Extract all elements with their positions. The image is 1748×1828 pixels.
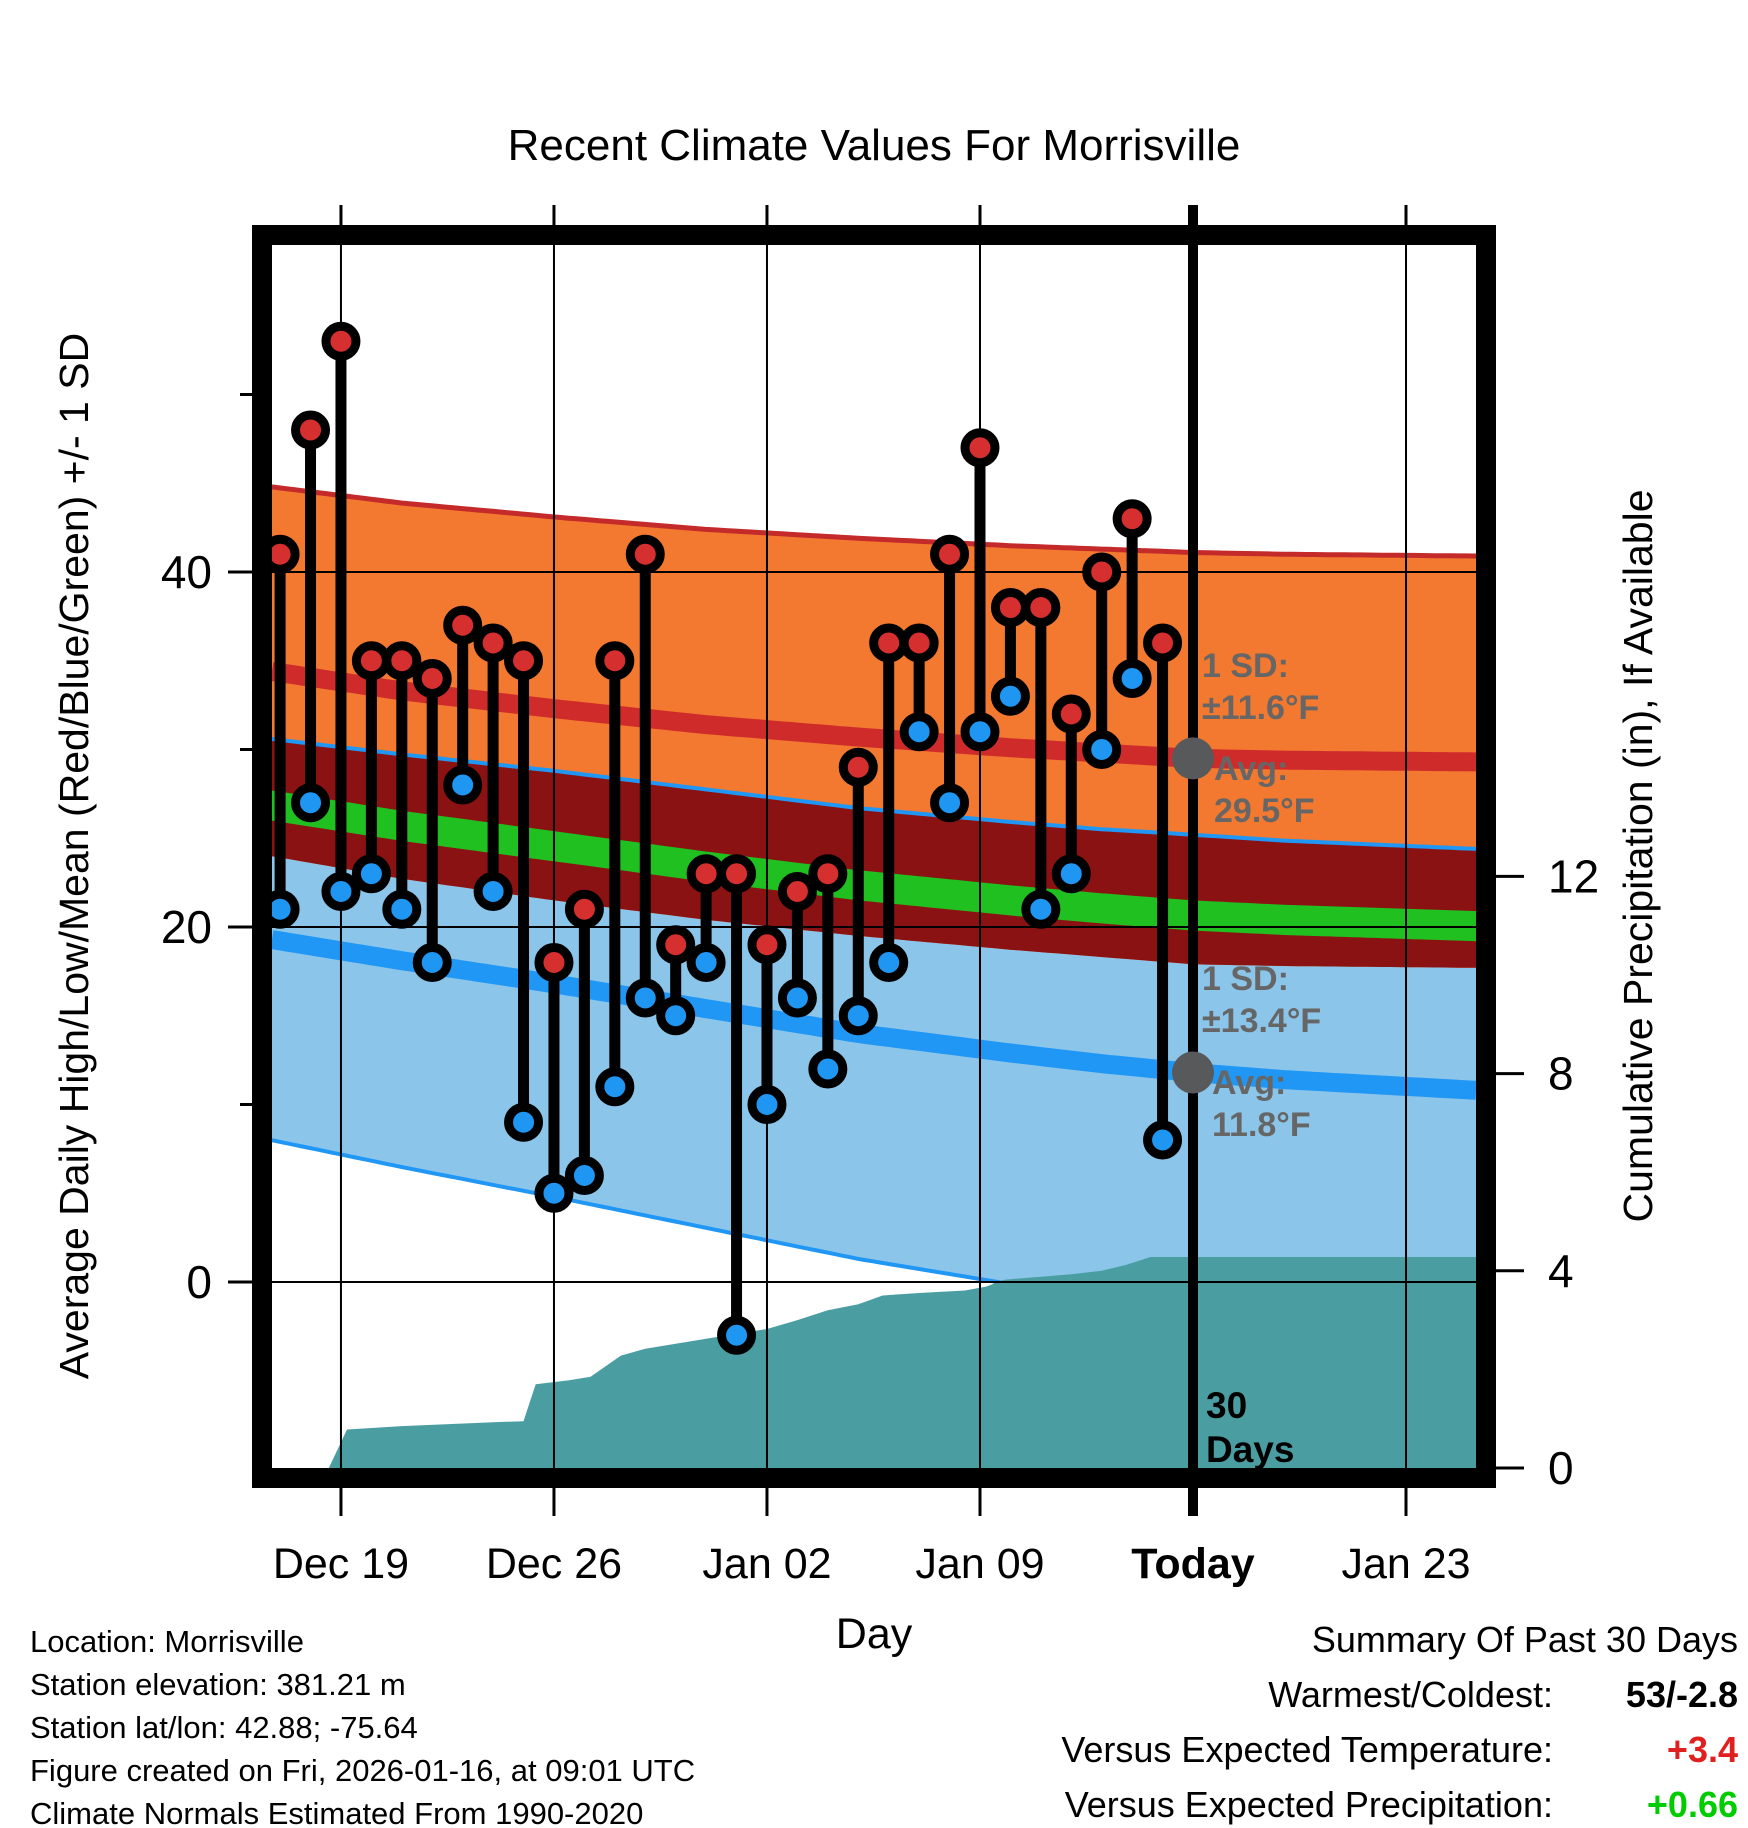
daily-high-marker [509, 646, 539, 676]
avg-high-annotation: Avg: [1214, 750, 1289, 788]
avg-high-annotation: 29.5°F [1214, 792, 1315, 830]
daily-low-marker [813, 1054, 843, 1084]
daily-low-marker [326, 877, 356, 907]
thirty-days-annotation: 30 [1206, 1385, 1248, 1426]
daily-high-marker [387, 646, 417, 676]
summary-value: +3.4 [1666, 1729, 1738, 1770]
daily-high-marker [539, 948, 569, 978]
daily-high-marker [691, 859, 721, 889]
x-tick-label: Jan 23 [1341, 1540, 1471, 1588]
climate-normals-note: Climate Normals Estimated From 1990-2020 [30, 1796, 644, 1828]
y-right-axis-label: Cumulative Precipitation (in), If Available [1615, 489, 1661, 1223]
daily-high-marker [782, 877, 812, 907]
figure-created: Figure created on Fri, 2026-01-16, at 09:01 UTC [30, 1753, 696, 1788]
y-left-tick-label: 0 [186, 1256, 212, 1308]
daily-low-marker [417, 948, 447, 978]
sd-high-annotation: 1 SD: [1202, 647, 1289, 685]
daily-high-marker [1087, 557, 1117, 587]
daily-high-marker [417, 664, 447, 694]
daily-high-marker [569, 894, 599, 924]
summary-past-30-days [1061, 1612, 1738, 1828]
daily-low-marker [904, 717, 934, 747]
station-elevation: Station elevation: 381.21 m [30, 1667, 406, 1702]
daily-high-marker [904, 628, 934, 658]
y-left-tick-label: 20 [160, 901, 212, 953]
daily-high-marker [965, 433, 995, 463]
daily-low-marker [1087, 735, 1117, 765]
summary-label: Warmest/Coldest: [1268, 1674, 1553, 1715]
daily-high-marker [630, 539, 660, 569]
y-right-tick-label: 12 [1548, 850, 1600, 903]
station-info [30, 1620, 695, 1828]
summary-vs-precipitation [1061, 1777, 1738, 1828]
daily-low-marker [752, 1090, 782, 1120]
daily-low-marker [387, 894, 417, 924]
daily-low-marker [1117, 664, 1147, 694]
daily-low-marker [691, 948, 721, 978]
y-left-axis-label: Average Daily High/Low/Mean (Red/Blue/Green) +/- 1 SD [51, 332, 97, 1380]
x-tick-label: Jan 02 [702, 1540, 832, 1588]
avg-low-annotation: 11.8°F [1212, 1106, 1311, 1144]
daily-high-marker [1026, 593, 1056, 623]
daily-high-marker [874, 628, 904, 658]
daily-high-marker [843, 752, 873, 782]
x-tick-label: Jan 09 [915, 1540, 1045, 1588]
summary-value: 53/-2.8 [1625, 1674, 1738, 1715]
summary-label: Versus Expected Temperature: [1061, 1729, 1553, 1770]
daily-high-marker [661, 930, 691, 960]
daily-high-marker [1056, 699, 1086, 729]
y-right-tick-label: 8 [1548, 1047, 1574, 1100]
daily-low-marker [874, 948, 904, 978]
daily-low-marker [478, 877, 508, 907]
daily-low-marker [995, 681, 1025, 711]
daily-low-marker [843, 1001, 873, 1031]
summary-title: Summary Of Past 30 Days [1311, 1619, 1738, 1660]
sd-high-annotation: ±11.6°F [1202, 689, 1320, 727]
daily-high-marker [326, 326, 356, 356]
daily-high-marker [813, 859, 843, 889]
x-tick-label: Dec 26 [485, 1540, 623, 1588]
daily-low-marker [965, 717, 995, 747]
daily-low-marker [782, 983, 812, 1013]
avg-low-annotation: Avg: [1212, 1064, 1287, 1102]
daily-low-marker [935, 788, 965, 818]
y-right-tick-label: 4 [1548, 1244, 1574, 1297]
daily-low-marker [1148, 1125, 1178, 1155]
daily-low-marker [509, 1107, 539, 1137]
daily-high-marker [356, 646, 386, 676]
avg-low-today-marker [1172, 1052, 1214, 1094]
x-tick-label: Dec 19 [272, 1540, 410, 1588]
summary-warmest-coldest [1061, 1667, 1738, 1722]
daily-high-marker [995, 593, 1025, 623]
daily-high-marker [752, 930, 782, 960]
daily-high-marker [478, 628, 508, 658]
daily-low-marker [356, 859, 386, 889]
x-axis-label: Day [835, 1610, 913, 1658]
thirty-days-annotation: Days [1206, 1429, 1295, 1470]
daily-high-marker [1117, 504, 1147, 534]
x-tick-label: Today [1131, 1540, 1255, 1588]
summary-label: Versus Expected Precipitation: [1064, 1784, 1553, 1825]
daily-high-marker [448, 610, 478, 640]
summary-vs-temperature [1061, 1722, 1738, 1777]
daily-low-marker [539, 1178, 569, 1208]
daily-high-marker [935, 539, 965, 569]
summary-value: +0.66 [1646, 1784, 1738, 1825]
y-left-tick-label: 40 [160, 546, 212, 598]
station-latlon: Station lat/lon: 42.88; -75.64 [30, 1710, 418, 1745]
daily-high-marker [600, 646, 630, 676]
daily-high-marker [296, 415, 326, 445]
daily-low-marker [630, 983, 660, 1013]
daily-low-marker [661, 1001, 691, 1031]
daily-low-marker [569, 1161, 599, 1191]
daily-high-marker [1148, 628, 1178, 658]
avg-high-today-marker [1172, 737, 1214, 779]
y-right-tick-label: 0 [1548, 1442, 1574, 1494]
daily-low-marker [1026, 894, 1056, 924]
cumulative-precip-area [329, 1257, 1476, 1468]
chart-title: Recent Climate Values For Morrisville [507, 121, 1241, 170]
sd-low-annotation: 1 SD: [1202, 960, 1289, 998]
daily-low-marker [296, 788, 326, 818]
daily-low-marker [722, 1320, 752, 1350]
daily-low-marker [448, 770, 478, 800]
daily-low-marker [1056, 859, 1086, 889]
sd-low-annotation: ±13.4°F [1202, 1002, 1322, 1040]
daily-high-marker [722, 859, 752, 889]
station-location: Location: Morrisville [30, 1624, 304, 1659]
daily-low-marker [600, 1072, 630, 1102]
